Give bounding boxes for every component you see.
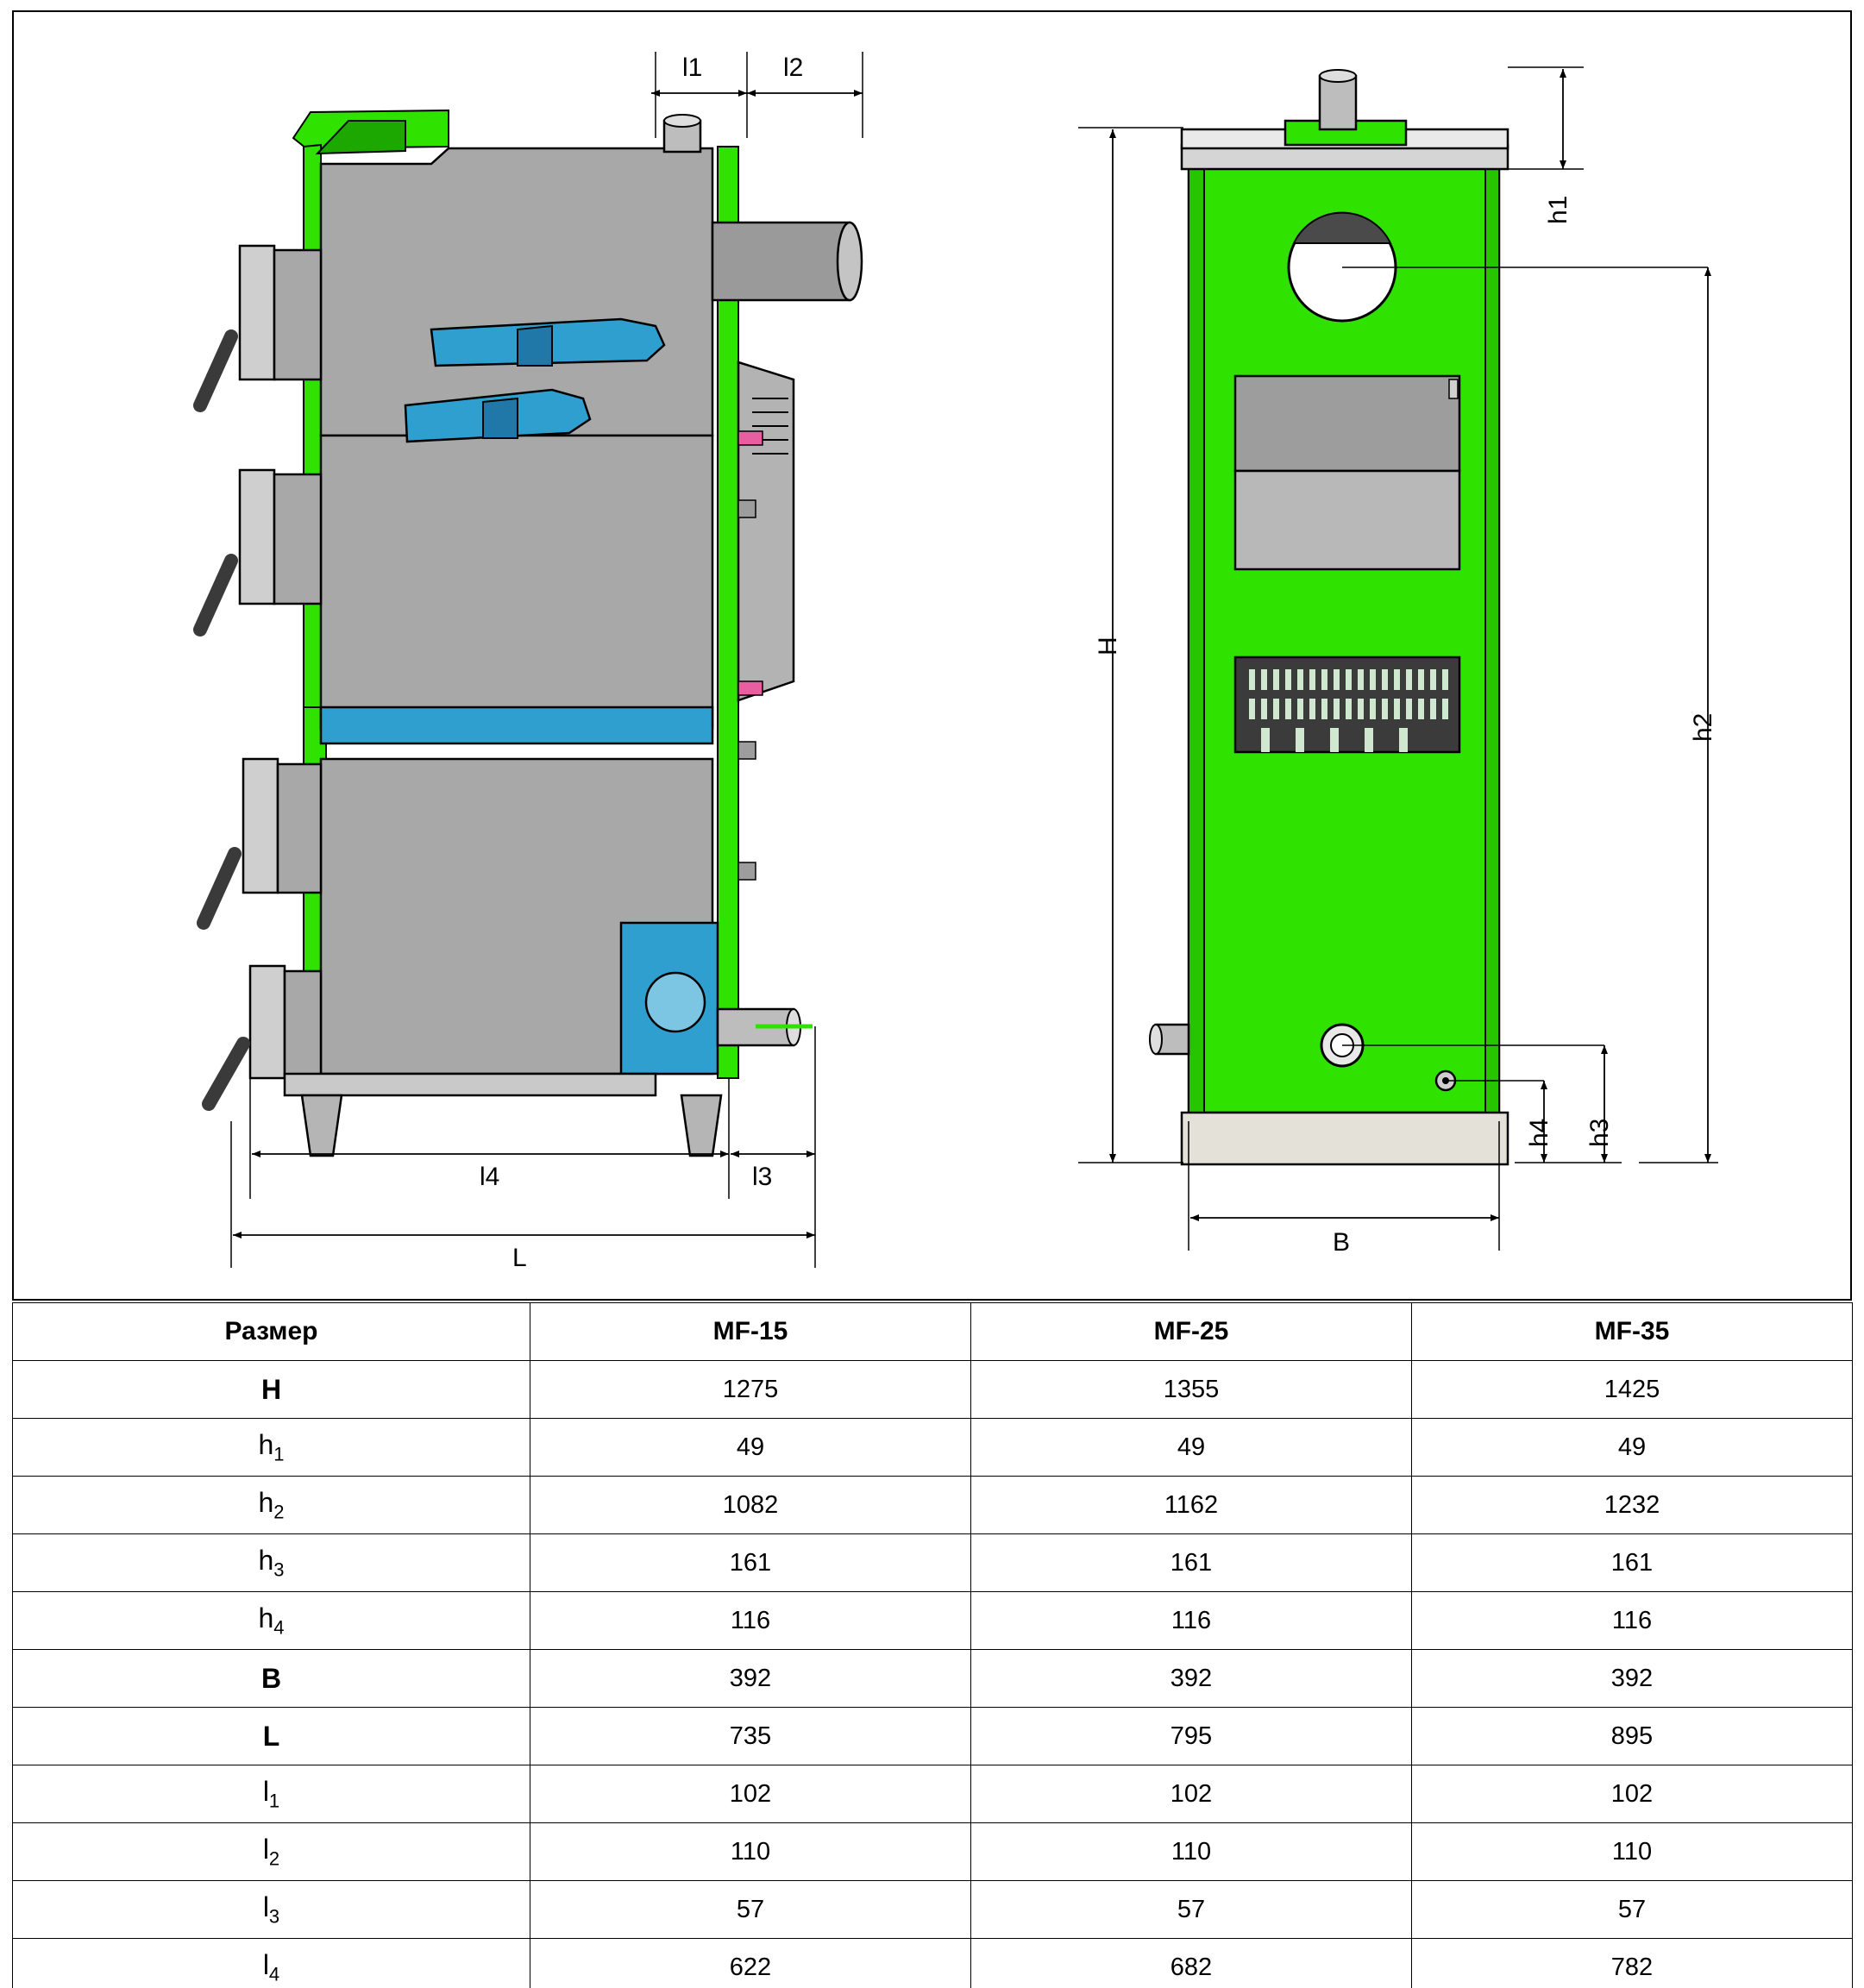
dimension-value: 1082 bbox=[530, 1477, 971, 1534]
table-row bbox=[13, 1477, 1853, 1534]
dimension-value: 57 bbox=[1412, 1881, 1853, 1939]
dimension-value: 895 bbox=[1412, 1708, 1853, 1765]
table-row bbox=[13, 1419, 1853, 1477]
table-row bbox=[13, 1939, 1853, 1988]
label-l2: l2 bbox=[783, 53, 804, 82]
dimension-name: $l_1$ bbox=[13, 1765, 530, 1823]
dimension-value: 1425 bbox=[1412, 1361, 1853, 1419]
table-row bbox=[13, 1650, 1853, 1708]
header-mf25: MF-25 bbox=[971, 1303, 1412, 1361]
table-row bbox=[13, 1881, 1853, 1939]
dimension-value: 1232 bbox=[1412, 1477, 1853, 1534]
label-l4: l4 bbox=[480, 1163, 500, 1191]
table-row bbox=[13, 1823, 1853, 1881]
dimension-name: B bbox=[13, 1650, 530, 1708]
dimension-value: 57 bbox=[971, 1881, 1412, 1939]
dimension-value: 622 bbox=[530, 1939, 971, 1988]
label-h1: h1 bbox=[1544, 195, 1572, 224]
dimension-value: 782 bbox=[1412, 1939, 1853, 1988]
dimension-name: $h_4$ bbox=[13, 1592, 530, 1650]
dimension-value: 110 bbox=[1412, 1823, 1853, 1881]
dimensions-table bbox=[12, 1302, 1853, 1988]
dimension-value: 392 bbox=[1412, 1650, 1853, 1708]
dimension-value: 795 bbox=[971, 1708, 1412, 1765]
dimension-value: 682 bbox=[971, 1939, 1412, 1988]
dimension-value: 49 bbox=[1412, 1419, 1853, 1477]
dimension-name: $h_3$ bbox=[13, 1534, 530, 1592]
dimension-value: 49 bbox=[971, 1419, 1412, 1477]
dimension-value: 735 bbox=[530, 1708, 971, 1765]
label-L: L bbox=[512, 1244, 527, 1272]
table-row bbox=[13, 1708, 1853, 1765]
dimension-name: H bbox=[13, 1361, 530, 1419]
dimension-value: 102 bbox=[1412, 1765, 1853, 1823]
label-h3: h3 bbox=[1585, 1118, 1614, 1147]
dimension-value: 102 bbox=[971, 1765, 1412, 1823]
header-mf35: MF-35 bbox=[1412, 1303, 1853, 1361]
label-h2: h2 bbox=[1689, 712, 1717, 742]
dimension-name: $l_2$ bbox=[13, 1823, 530, 1881]
label-l1: l1 bbox=[682, 53, 703, 82]
side-section-view bbox=[200, 52, 863, 1268]
table-body bbox=[13, 1361, 1853, 1988]
table-row bbox=[13, 1765, 1853, 1823]
dimension-value: 392 bbox=[971, 1650, 1412, 1708]
front-view bbox=[1078, 67, 1718, 1251]
header-size: Размер bbox=[13, 1303, 530, 1361]
dimension-value: 116 bbox=[530, 1592, 971, 1650]
dimension-value: 116 bbox=[1412, 1592, 1853, 1650]
dimension-name: $l_3$ bbox=[13, 1881, 530, 1939]
dimension-value: 116 bbox=[971, 1592, 1412, 1650]
label-h4: h4 bbox=[1525, 1118, 1553, 1147]
dimension-value: 161 bbox=[530, 1534, 971, 1592]
dimension-name: $h_2$ bbox=[13, 1477, 530, 1534]
dimension-value: 392 bbox=[530, 1650, 971, 1708]
dimension-value: 57 bbox=[530, 1881, 971, 1939]
header-mf15: MF-15 bbox=[530, 1303, 971, 1361]
table-header-row bbox=[13, 1303, 1853, 1361]
label-B: B bbox=[1333, 1228, 1351, 1257]
table-row bbox=[13, 1361, 1853, 1419]
dimension-name: L bbox=[13, 1708, 530, 1765]
dimension-value: 110 bbox=[530, 1823, 971, 1881]
dimension-value: 161 bbox=[1412, 1534, 1853, 1592]
label-l3: l3 bbox=[752, 1163, 773, 1191]
label-H: H bbox=[1094, 637, 1122, 655]
dimension-value: 110 bbox=[971, 1823, 1412, 1881]
dimension-value: 161 bbox=[971, 1534, 1412, 1592]
dimension-value: 1355 bbox=[971, 1361, 1412, 1419]
dimension-value: 1275 bbox=[530, 1361, 971, 1419]
dimension-value: 102 bbox=[530, 1765, 971, 1823]
dimension-value: 1162 bbox=[971, 1477, 1412, 1534]
table-row bbox=[13, 1534, 1853, 1592]
table-row bbox=[13, 1592, 1853, 1650]
dimension-value: 49 bbox=[530, 1419, 971, 1477]
dimension-name: $l_4$ bbox=[13, 1939, 530, 1988]
dimension-name: $h_1$ bbox=[13, 1419, 530, 1477]
